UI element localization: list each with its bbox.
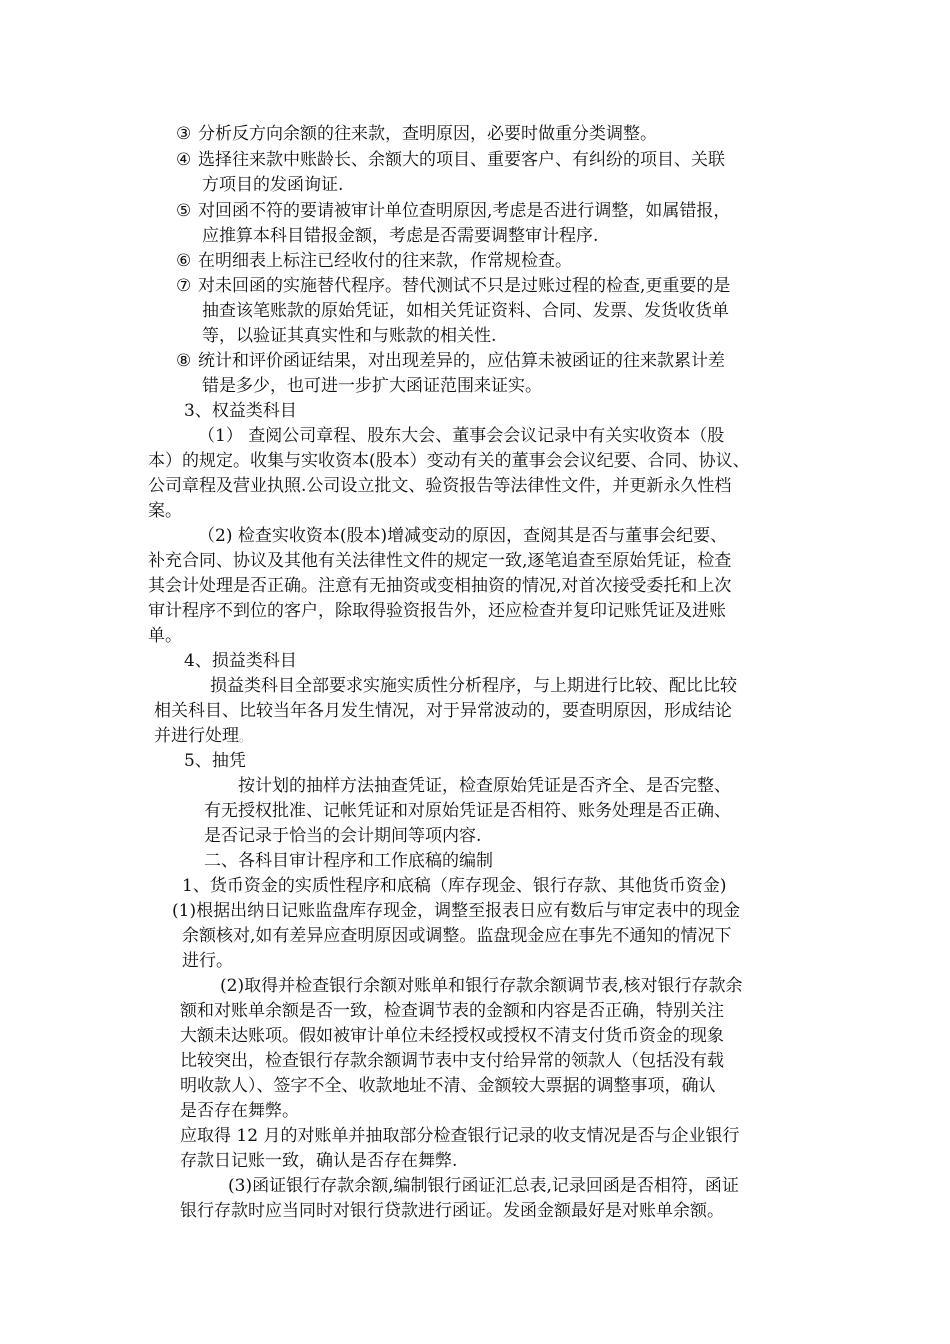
text-line: (3)函证银行存款余额,编制银行函证汇总表,记录回函是否相符，函证 <box>228 1176 739 1196</box>
text-line: 公司章程及营业执照.公司设立批文、验资报告等法律性文件，并更新永久性档 <box>148 476 732 496</box>
item-text: 对回函不符的要请被审计单位查明原因,考虑是否进行调整，如属错报， <box>198 201 731 221</box>
item-number: ⑥ <box>176 251 192 271</box>
item-text: 方项目的发函询证. <box>202 175 344 195</box>
item-number: ⑤ <box>176 201 192 221</box>
item-text: 分析反方向余额的往来款，查明原因，必要时做重分类调整。 <box>198 124 657 144</box>
list-item-6 <box>176 249 572 274</box>
text-line: 单。 <box>148 626 182 646</box>
text-line: 是否存在舞弊。 <box>180 1101 299 1121</box>
text-line: 其会计处理是否正确。注意有无抽资或变相抽资的情况,对首次接受委托和上次 <box>148 576 732 596</box>
list-item-5 <box>176 199 730 249</box>
paragraph <box>172 899 740 974</box>
list-item-8 <box>176 349 725 399</box>
text-line: 并进行处理 <box>154 726 239 746</box>
text-line: 本）的规定。收集与实收资本(股本）变动有关的董事会会议纪要、合同、协议、 <box>148 451 750 471</box>
text-line: 应取得 12 月的对账单并抽取部分检查银行记录的收支情况是否与企业银行 <box>180 1126 740 1146</box>
part-heading: 二、各科目审计程序和工作底稿的编制 <box>204 851 493 871</box>
subsection-heading-cash: 1、货币资金的实质性程序和底稿（库存现金、银行存款、其他货币资金) <box>182 876 727 896</box>
item-number: ③ <box>176 124 192 144</box>
item-text: 应推算本科目错报金额，考虑是否需要调整审计程序. <box>202 226 599 246</box>
paragraph <box>180 1124 739 1174</box>
paragraph <box>148 524 731 649</box>
paragraph <box>154 674 737 749</box>
paragraph-mark: 。 <box>239 730 253 745</box>
section-heading-income: 4、损益类科目 <box>184 651 297 671</box>
text-line: 比较突出，检查银行存款余额调节表中支付给异常的领款人（包括没有载 <box>180 1051 724 1071</box>
text-line: 审计程序不到位的客户，除取得验资报告外，还应检查并复印记账凭证及进账 <box>148 601 726 621</box>
item-text: 选择往来款中账龄长、余额大的项目、重要客户、有纠纷的项目、关联 <box>198 150 725 170</box>
paragraph <box>148 424 750 524</box>
paragraph <box>180 1174 739 1224</box>
list-item-7 <box>176 274 730 349</box>
item-text: 等，以验证其真实性和与账款的相关性. <box>202 326 497 346</box>
item-number: ④ <box>176 150 192 170</box>
item-text: 统计和评价函证结果，对出现差异的，应估算未被函证的往来款累计差 <box>198 351 725 371</box>
text-line: 大额未达账项。假如被审计单位未经授权或授权不清支付货币资金的现象 <box>180 1026 724 1046</box>
item-text: 在明细表上标注已经收付的往来款，作常规检查。 <box>198 251 572 271</box>
paragraph <box>204 774 731 849</box>
text-line: 进行。 <box>182 951 233 971</box>
paragraph <box>180 974 742 1124</box>
section-heading-voucher: 5、抽凭 <box>184 751 246 771</box>
text-line: 有无授权批准、记帐凭证和对原始凭证是否相符、账务处理是否正确、 <box>204 801 731 821</box>
text-line: 是否记录于恰当的会计期间等项内容. <box>204 826 482 846</box>
text-line: (2)取得并检查银行余额对账单和银行存款余额调节表,核对银行存款余 <box>220 976 743 996</box>
item-number: ⑦ <box>176 276 192 296</box>
text-line: 相关科目、比较当年各月发生情况，对于异常波动的，要查明原因，形成结论 <box>154 701 732 721</box>
section-heading-equity: 3、权益类科目 <box>184 401 297 421</box>
item-text: 对未回函的实施替代程序。替代测试不只是过账过程的检查,更重要的是 <box>198 276 731 296</box>
text-line: (1)根据出纳日记账监盘库存现金，调整至报表日应有数后与审定表中的现金 <box>172 901 741 921</box>
text-line: 余额核对,如有差异应查明原因或调整。监盘现金应在事先不通知的情况下 <box>182 926 732 946</box>
item-text: 抽查该笔账款的原始凭证，如相关凭证资料、合同、发票、发货收货单 <box>202 301 729 321</box>
text-line: （1） 查阅公司章程、股东大会、董事会会议记录中有关实收资本（股 <box>198 426 725 446</box>
item-number: ⑧ <box>176 351 192 371</box>
text-line: 银行存款时应当同时对银行贷款进行函证。发函金额最好是对账单余额。 <box>180 1201 724 1221</box>
text-line: （2) 检查实收资本(股本)增减变动的原因，查阅其是否与董事会纪要、 <box>198 526 728 546</box>
text-line: 明收款人）、签字不全、收款地址不清、金额较大票据的调整事项，确认 <box>180 1076 716 1096</box>
text-line: 补充合同、协议及其他有关法律性文件的规定一致,逐笔追查至原始凭证，检查 <box>148 551 732 571</box>
text-line: 按计划的抽样方法抽查凭证，检查原始凭证是否齐全、是否完整、 <box>238 776 731 796</box>
text-line: 损益类科目全部要求实施实质性分析程序，与上期进行比较、配比比较 <box>210 676 737 696</box>
list-item-4 <box>176 148 725 198</box>
text-line: 存款日记账一致，确认是否存在舞弊. <box>180 1151 458 1171</box>
text-line: 案。 <box>148 501 182 521</box>
text-line: 额和对账单余额是否一致，检查调节表的金额和内容是否正确，特别关注 <box>180 1001 724 1021</box>
list-item-3 <box>176 122 657 147</box>
item-text: 错是多少，也可进一步扩大函证范围来证实。 <box>202 376 542 396</box>
